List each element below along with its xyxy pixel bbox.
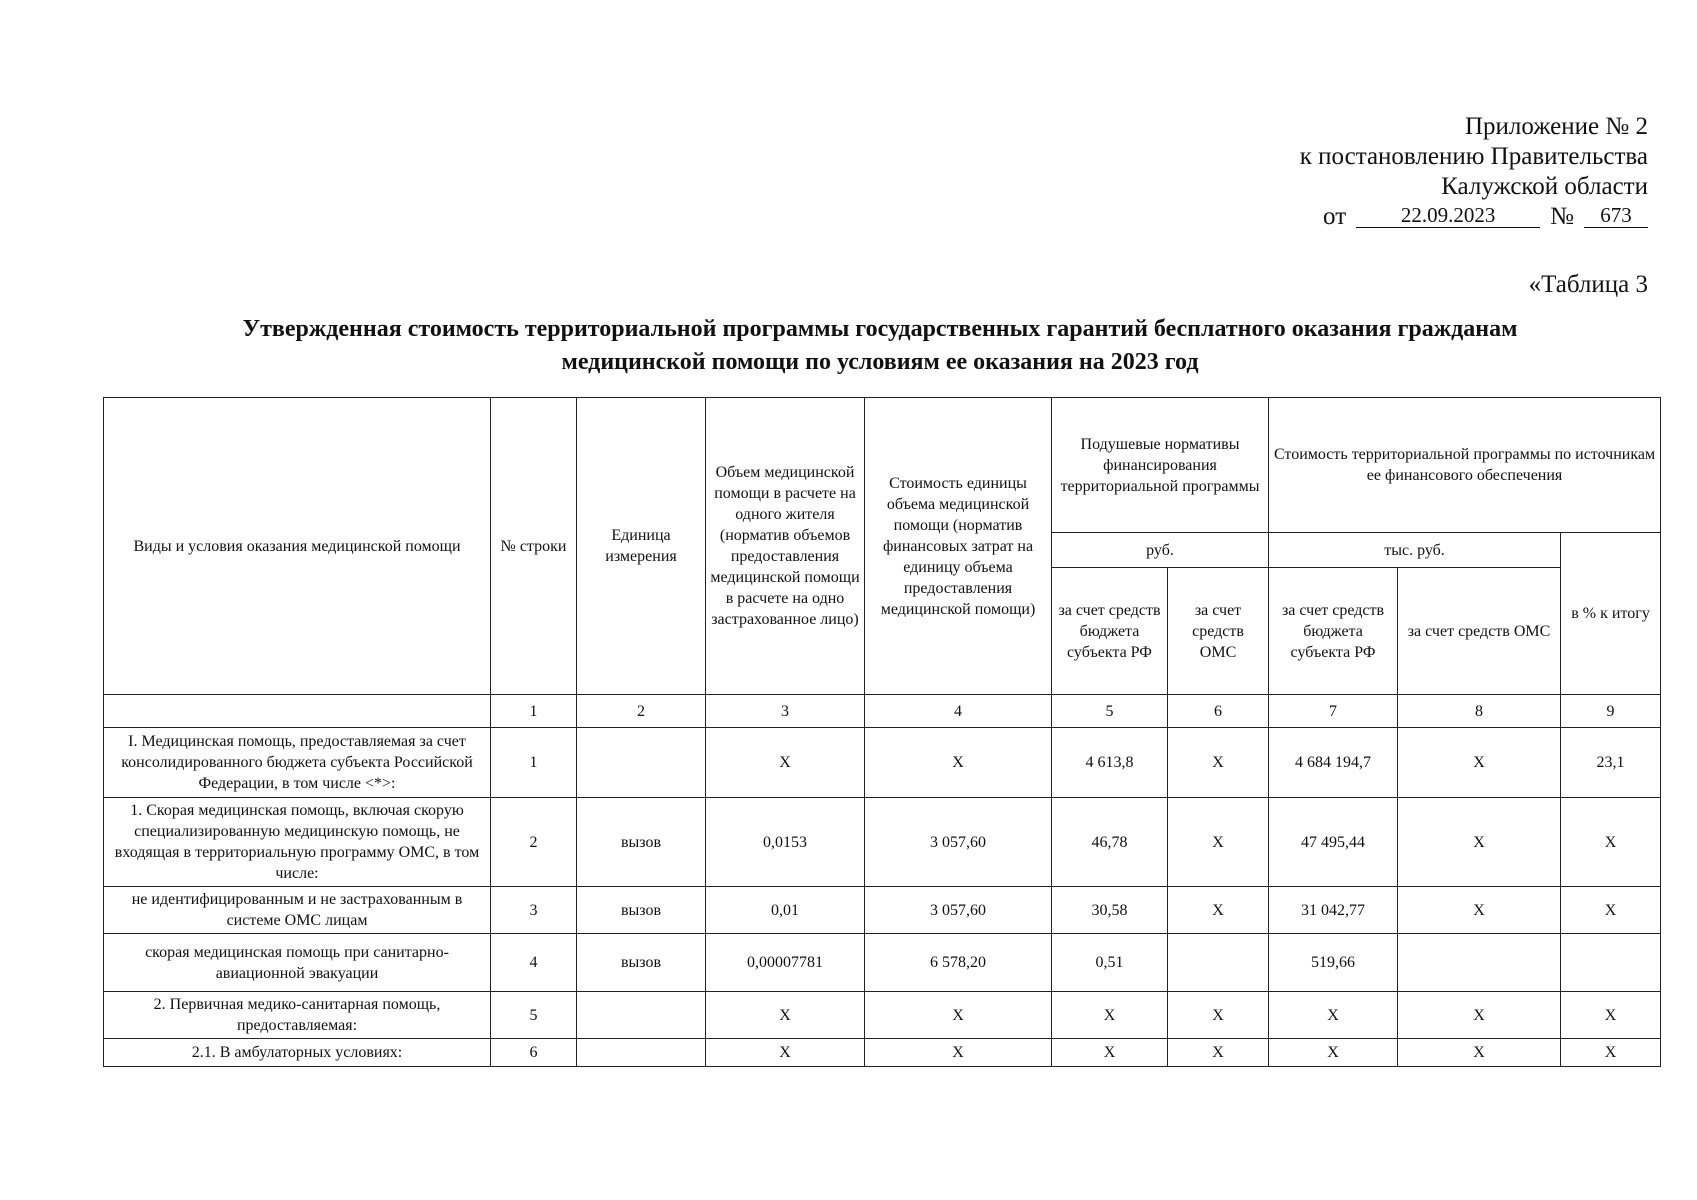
header-budget-rf-1: за счет средств бюджета субъекта РФ — [1052, 568, 1168, 695]
col-number: 2 — [577, 695, 706, 728]
row-volume: X — [706, 728, 865, 798]
appendix-date: 22.09.2023 — [1356, 203, 1540, 228]
row-cost-budget: X — [1269, 1039, 1398, 1067]
row-unit-cost: X — [865, 1039, 1052, 1067]
row-volume: X — [706, 1039, 865, 1067]
col-number: 6 — [1168, 695, 1269, 728]
row-volume: 0,00007781 — [706, 934, 865, 992]
row-volume: 0,0153 — [706, 798, 865, 887]
row-percent: 23,1 — [1561, 728, 1661, 798]
col-number: 3 — [706, 695, 865, 728]
row-unit — [577, 1039, 706, 1067]
row-per-capita-budget: 4 613,8 — [1052, 728, 1168, 798]
row-percent: X — [1561, 887, 1661, 934]
row-per-capita-oms: X — [1168, 887, 1269, 934]
row-cost-oms: X — [1398, 798, 1561, 887]
row-per-capita-oms: X — [1168, 728, 1269, 798]
table-label: «Таблица 3 — [1528, 271, 1648, 298]
appendix-line-3: Калужской области — [1441, 173, 1648, 200]
row-per-capita-budget: 46,78 — [1052, 798, 1168, 887]
row-cost-budget: 519,66 — [1269, 934, 1398, 992]
row-name: скорая медицинская помощь при санитарно-авиационной эвакуации — [104, 934, 491, 992]
date-prefix: от — [1323, 203, 1347, 230]
row-number: 4 — [491, 934, 577, 992]
header-program-cost: Стоимость территориальной программы по источникам ее финансового обеспечения — [1269, 398, 1661, 533]
document-title — [100, 313, 1660, 379]
row-unit: вызов — [577, 887, 706, 934]
row-per-capita-budget: X — [1052, 1039, 1168, 1067]
title-line-1: Утвержденная стоимость территориальной программы государственных гарантий бесплатного оказания гражданам — [242, 316, 1518, 342]
row-number: 3 — [491, 887, 577, 934]
header-unit-cost: Стоимость единицы объема медицинской помощи (норматив финансовых затрат на единицу объема предоставления медицинской помощи) — [865, 398, 1052, 695]
row-cost-budget: X — [1269, 992, 1398, 1039]
row-unit-cost: X — [865, 992, 1052, 1039]
row-per-capita-oms: X — [1168, 798, 1269, 887]
row-name: не идентифицированным и не застрахованным в системе ОМС лицам — [104, 887, 491, 934]
number-prefix: № — [1550, 203, 1574, 230]
row-cost-oms: X — [1398, 728, 1561, 798]
table-row — [104, 1039, 1661, 1067]
column-numbers-row — [104, 695, 1661, 728]
col-number: 8 — [1398, 695, 1561, 728]
row-cost-budget: 31 042,77 — [1269, 887, 1398, 934]
header-thousand-rub: тыс. руб. — [1269, 533, 1561, 568]
row-number: 2 — [491, 798, 577, 887]
row-unit — [577, 728, 706, 798]
row-number: 1 — [491, 728, 577, 798]
appendix-number: 673 — [1584, 203, 1648, 228]
col-number: 4 — [865, 695, 1052, 728]
row-per-capita-oms — [1168, 934, 1269, 992]
col-number: 5 — [1052, 695, 1168, 728]
header-budget-rf-2: за счет средств бюджета субъекта РФ — [1269, 568, 1398, 695]
row-per-capita-budget: X — [1052, 992, 1168, 1039]
row-unit — [577, 992, 706, 1039]
row-per-capita-oms: X — [1168, 992, 1269, 1039]
cost-table — [103, 397, 1661, 1067]
header-percent: в % к итогу — [1561, 533, 1661, 695]
col-number: 7 — [1269, 695, 1398, 728]
table-row — [104, 887, 1661, 934]
table-row — [104, 728, 1661, 798]
row-percent — [1561, 934, 1661, 992]
col-number: 9 — [1561, 695, 1661, 728]
row-number: 6 — [491, 1039, 577, 1067]
row-percent: X — [1561, 1039, 1661, 1067]
row-per-capita-budget: 30,58 — [1052, 887, 1168, 934]
col-number: 1 — [491, 695, 577, 728]
appendix-header — [1128, 112, 1648, 232]
appendix-date-line — [1128, 202, 1648, 232]
appendix-line-2: к постановлению Правительства — [1299, 143, 1648, 170]
table-row — [104, 992, 1661, 1039]
row-unit: вызов — [577, 934, 706, 992]
row-name: 2.1. В амбулаторных условиях: — [104, 1039, 491, 1067]
row-number: 5 — [491, 992, 577, 1039]
row-cost-oms: X — [1398, 1039, 1561, 1067]
row-volume: 0,01 — [706, 887, 865, 934]
row-unit-cost: 3 057,60 — [865, 798, 1052, 887]
row-cost-budget: 4 684 194,7 — [1269, 728, 1398, 798]
table-row — [104, 798, 1661, 887]
row-cost-oms — [1398, 934, 1561, 992]
row-name: I. Медицинская помощь, предоставляемая за счет консолидированного бюджета субъекта Российской Федерации, в том числе <*>: — [104, 728, 491, 798]
title-line-2: медицинской помощи по условиям ее оказания на 2023 год — [561, 349, 1199, 375]
header-oms-2: за счет средств ОМС — [1398, 568, 1561, 695]
header-unit: Единица измерения — [577, 398, 706, 695]
row-name: 2. Первичная медико-санитарная помощь, предоставляемая: — [104, 992, 491, 1039]
header-rub: руб. — [1052, 533, 1269, 568]
row-percent: X — [1561, 992, 1661, 1039]
row-unit: вызов — [577, 798, 706, 887]
row-cost-oms: X — [1398, 992, 1561, 1039]
appendix-line-1: Приложение № 2 — [1464, 113, 1648, 140]
table-row — [104, 934, 1661, 992]
row-unit-cost: 6 578,20 — [865, 934, 1052, 992]
row-cost-budget: 47 495,44 — [1269, 798, 1398, 887]
row-per-capita-budget: 0,51 — [1052, 934, 1168, 992]
row-percent: X — [1561, 798, 1661, 887]
header-row-no: № строки — [491, 398, 577, 695]
col-number-blank — [104, 695, 491, 728]
row-cost-oms: X — [1398, 887, 1561, 934]
row-unit-cost: X — [865, 728, 1052, 798]
row-volume: X — [706, 992, 865, 1039]
row-name: 1. Скорая медицинская помощь, включая скорую специализированную медицинскую помощь, не входящая в территориальную программу ОМС, в том числе: — [104, 798, 491, 887]
header-kind: Виды и условия оказания медицинской помощи — [104, 398, 491, 695]
header-volume: Объем медицинской помощи в расчете на одного жителя (норматив объемов предоставления медицинской помощи в расчете на одно застрахованное лицо) — [706, 398, 865, 695]
header-per-capita: Подушевые нормативы финансирования территориальной программы — [1052, 398, 1269, 533]
row-per-capita-oms: X — [1168, 1039, 1269, 1067]
row-unit-cost: 3 057,60 — [865, 887, 1052, 934]
header-oms-1: за счет средств ОМС — [1168, 568, 1269, 695]
